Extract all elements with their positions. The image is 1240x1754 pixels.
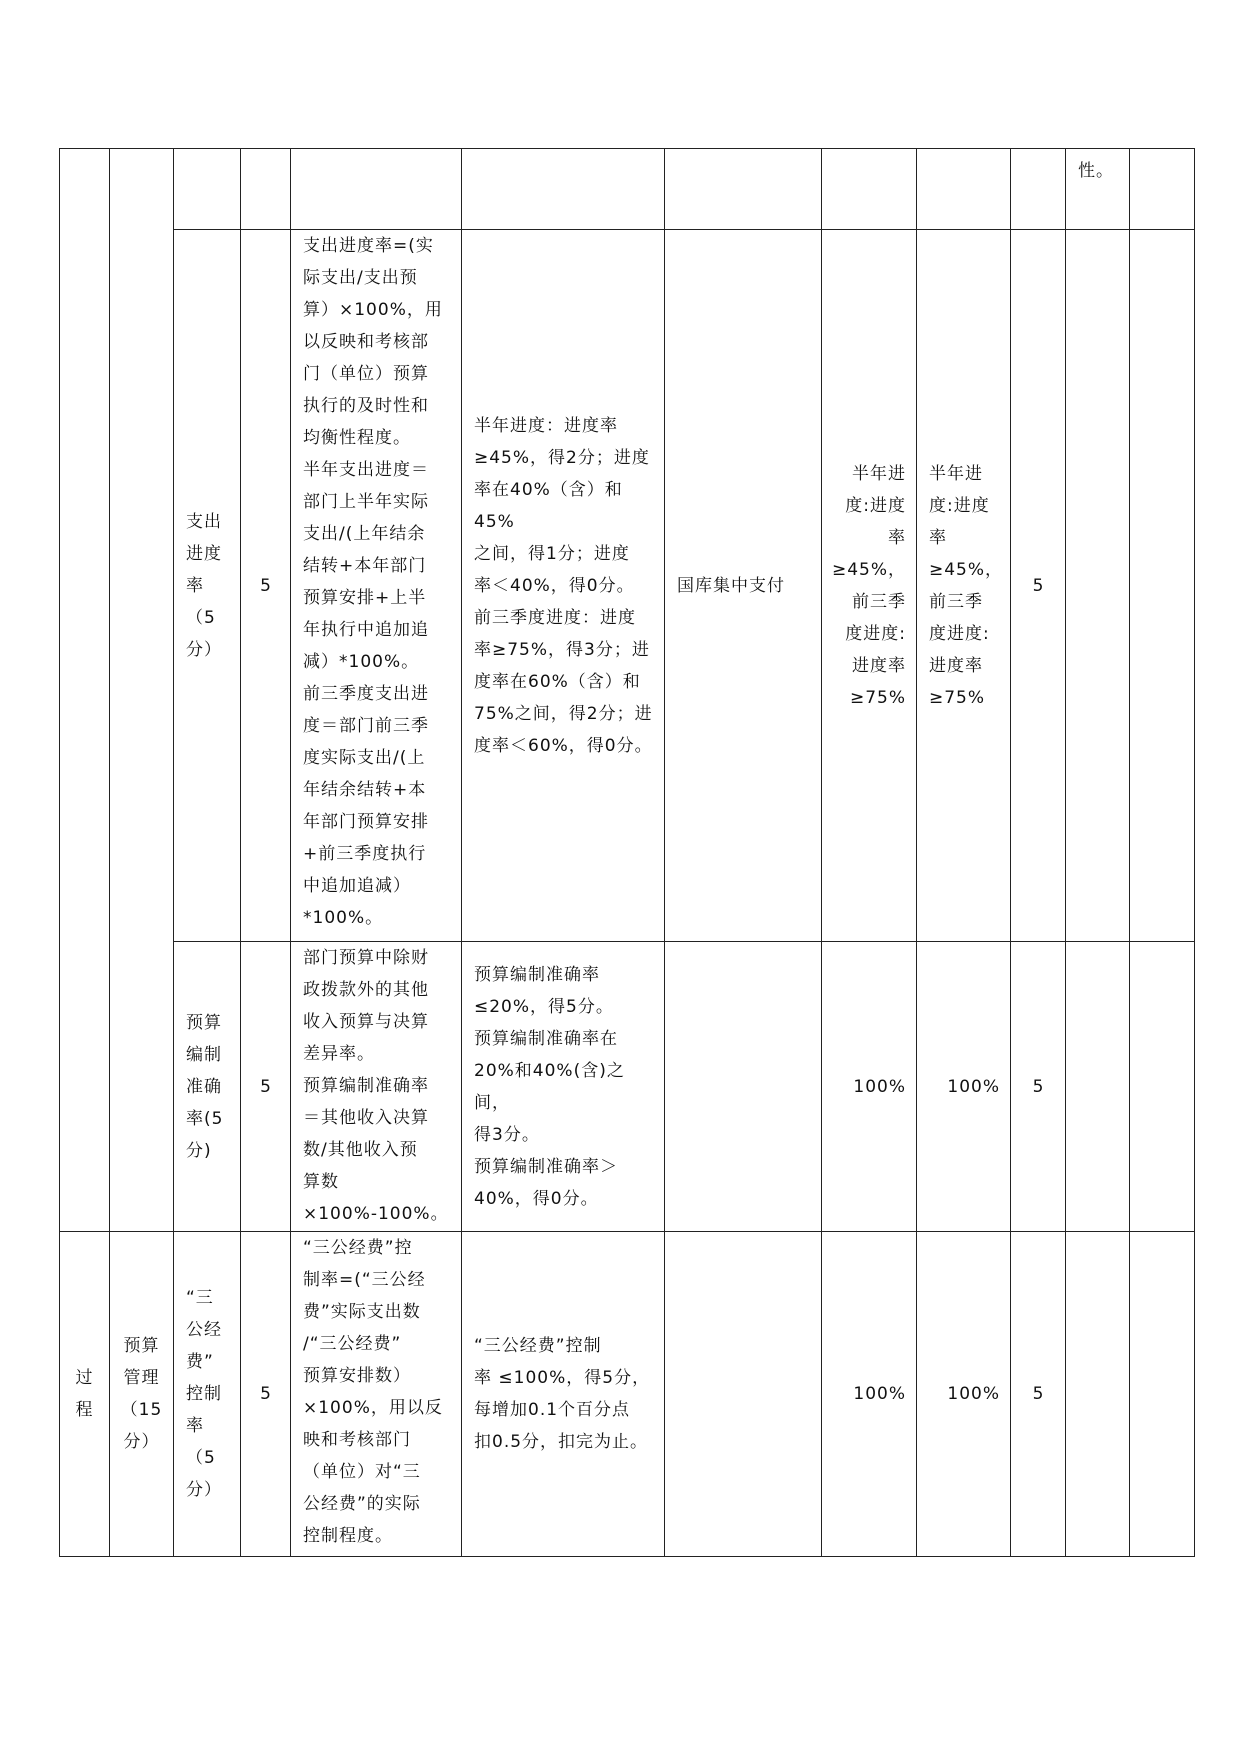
actual-cell (917, 230, 1011, 942)
scoring-rule-cell (462, 1232, 665, 1557)
description-text: “三公经费”控 制率=(“三公经 费”实际支出数 /“三公经费” 预算安排数） ×100%，用以反 映和考核部门 （单位）对“三 公经费”的实际 控制程度。 (303, 1238, 443, 1546)
weight-cell (241, 1232, 291, 1557)
weight-value: 5 (260, 1076, 271, 1097)
weight-cell (241, 942, 291, 1232)
extra-cell (1130, 942, 1195, 1232)
scoring-rule-cell (462, 230, 665, 942)
score-cell (1011, 1232, 1066, 1557)
extra-cell (1130, 230, 1195, 942)
description-cell (291, 230, 462, 942)
target-cell (822, 149, 917, 230)
level2-text: 预算 管理 （15 分） (120, 1336, 163, 1452)
performance-evaluation-table (59, 148, 1195, 1557)
actual-text: 100% (947, 1384, 1000, 1404)
description-cell (291, 149, 462, 230)
extra-cell (1130, 1232, 1195, 1557)
level2-cell (110, 1232, 174, 1557)
scoring-rule-cell (462, 149, 665, 230)
scoring-rule-text: “三公经费”控制 率 ≤100%，得5分， 每增加0.1个百分点 扣0.5分，扣完为止。 (474, 1336, 651, 1452)
level1-cell (60, 1232, 110, 1557)
target-text: 100% (853, 1076, 906, 1097)
actual-text: 半年进 度:进度 率 ≥45%， 前三季 度进度: 进度率 ≥75% (929, 463, 1004, 708)
indicator-cell (174, 149, 241, 230)
score-cell (1011, 230, 1066, 942)
actual-text: 100% (947, 1076, 1000, 1097)
data-source-text: 国库集中支付 (677, 575, 785, 596)
indicator-cell (174, 1232, 241, 1557)
score-cell (1011, 149, 1066, 230)
score-value: 5 (1032, 1384, 1044, 1404)
table-row (60, 942, 1195, 1232)
remark-cell (1066, 149, 1130, 230)
extra-cell (1130, 149, 1195, 230)
target-cell (822, 230, 917, 942)
level1-cell-empty (60, 149, 110, 1232)
weight-cell (241, 230, 291, 942)
indicator-text: 预算 编制 准确 率(5 分) (186, 1012, 224, 1161)
remark-cell (1066, 1232, 1130, 1557)
table-row (60, 230, 1195, 942)
data-source-cell (665, 942, 822, 1232)
scoring-rule-cell (462, 942, 665, 1232)
target-cell (822, 942, 917, 1232)
remark-text: 性。 (1078, 161, 1114, 181)
indicator-cell (174, 230, 241, 942)
scoring-rule-text: 半年进度：进度率 ≥45%，得2分；进度 率在40%（含）和45% 之间，得1分；进度 率＜40%，得0分。 前三季度进度：进度 率≥75%，得3分；进 度率在60%（含）和 75%之间，得2分；进 度率＜60%，得0分。 (474, 415, 653, 756)
target-cell (822, 1232, 917, 1557)
scoring-rule-text: 预算编制准确率 ≤20%，得5分。 预算编制准确率在 20%和40%(含)之间， 得3分。 预算编制准确率＞ 40%，得0分。 (474, 964, 625, 1209)
weight-value: 5 (260, 575, 271, 596)
indicator-text: 支出 进度 率 （5 分） (186, 511, 222, 660)
description-cell (291, 1232, 462, 1557)
actual-cell (917, 149, 1011, 230)
indicator-text: “三 公经 费” 控制 率 （5 分） (186, 1288, 222, 1500)
remark-cell (1066, 230, 1130, 942)
score-value: 5 (1032, 1076, 1044, 1097)
target-text: 半年进 度:进度 率 ≥45%， 前三季 度进度: 进度率 ≥75% (831, 463, 906, 708)
data-source-cell (665, 149, 822, 230)
description-cell (291, 942, 462, 1232)
table-row (60, 1232, 1195, 1557)
description-text: 支出进度率=(实 际支出/支出预 算）×100%，用 以反映和考核部 门（单位）预算 执行的及时性和 均衡性程度。 半年支出进度＝ 部门上半年实际 支出/(上年结余 结转+本年部门 预算安排+上半 年执行中追加追 减）*100%。 前三季度支出进 度＝部门前三季 度实际支出/(上 年结余结转+本 年部门预算安排 +前三季度执行 中追加追减） *100%。 (303, 236, 443, 928)
remark-cell (1066, 942, 1130, 1232)
weight-value: 5 (260, 1384, 271, 1404)
actual-cell (917, 942, 1011, 1232)
target-text: 100% (853, 1384, 906, 1404)
data-source-cell (665, 230, 822, 942)
data-source-cell (665, 1232, 822, 1557)
indicator-cell (174, 942, 241, 1232)
description-text: 部门预算中除财 政拨款外的其他 收入预算与决算 差异率。 预算编制准确率 ＝其他收入决算 数/其他收入预 算数 ×100%-100%。 (303, 948, 449, 1224)
actual-cell (917, 1232, 1011, 1557)
table-row (60, 149, 1195, 230)
weight-cell (241, 149, 291, 230)
score-value: 5 (1032, 575, 1044, 596)
level2-cell-empty (110, 149, 174, 1232)
level1-text: 过 程 (75, 1368, 94, 1420)
score-cell (1011, 942, 1066, 1232)
